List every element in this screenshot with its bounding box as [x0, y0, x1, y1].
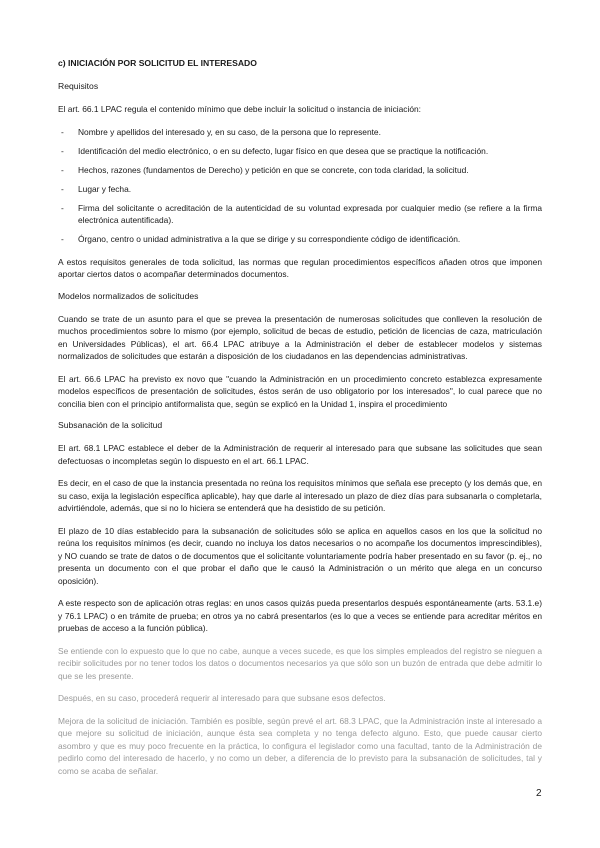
requisitos-list: [58, 126, 542, 246]
requisitos-intro: El art. 66.1 LPAC regula el contenido mínimo que debe incluir la solicitud o instancia de iniciación:: [58, 104, 421, 114]
modelos-heading: Modelos normalizados de solicitudes: [58, 290, 199, 301]
subsanacion-heading: Subsanación de la solicitud: [58, 420, 163, 430]
list-item: - Lugar y fecha.: [58, 183, 542, 196]
modelos-paragraph-1: Cuando se trate de un asunto para el que se prevea la presentación de numerosas solicitudes que conlleven la resolución de muchos procedimientos sobre lo mismo (por ejemplo, solicitud de becas de estudio, petición de licencias de caza, matriculación en Universidades Públicas), el art. 66.4 LPAC atribuye a la Administración el deber de establecer modelos y sistemas normalizados de solicitudes que estarán a disposición de los ciudadanos en las dependencias administrativas.: [58, 313, 542, 361]
subsanacion-paragraph-5: Se entiende con lo expuesto que lo que no cabe, aunque a veces sucede, es que los simples empleados del registro se nieguen a recibir solicitudes por no tener todos los datos o documentos necesarios ya que sólo son un buzón de entrada que debe admitir lo que se les presente.: [58, 645, 542, 681]
requisitos-heading: Requisitos: [58, 81, 99, 91]
document-page: [58, 58, 542, 787]
list-item: - Nombre y apellidos del interesado y, en su caso, de la persona que lo represente.: [58, 126, 542, 139]
subsanacion-paragraph-3: El plazo de 10 días establecido para la subsanación de solicitudes sólo se aplica en aquellos casos en los que la solicitud no reúna los requisitos mínimos (es decir, cuando no incluya los datos necesarios o no acompañe los documentos imprescindibles), y NO cuando se trate de datos o de documentos que el solicitante voluntariamente podría haber presentado en su favor (p. ej., no presenta un documento con el que probar el daño que le causó la Administración o un mérito que alega en un concurso oposición).: [58, 525, 542, 586]
modelos-paragraph-2: El art. 66.6 LPAC ha previsto ex novo que "cuando la Administración en un procedimiento concreto establezca expresamente modelos específicos de presentación de solicitudes, éstos serán de uso obligatorio por los interesados", lo cual parece que no concilia bien con el principio antiformalista que, según se explicó en la Unidad 1, inspira el procedimiento: [58, 373, 542, 409]
list-item: - Órgano, centro o unidad administrativa a la que se dirige y su correspondiente código de identificación.: [58, 233, 542, 246]
subsanacion-paragraph-1: El art. 68.1 LPAC establece el deber de la Administración de requerir al interesado para que subsane las solicitudes que sean defectuosas o incompletas según lo dispuesto en el art. 66.1 LPAC.: [58, 443, 542, 466]
requisitos-closing: A estos requisitos generales de toda solicitud, las normas que regulan procedimientos específicos añaden otros que imponen aportar ciertos datos o acompañar determinados documentos.: [58, 256, 542, 279]
subsanacion-paragraph-6: Después, en su caso, procederá requerir al interesado para que subsane esos defectos.: [58, 693, 386, 703]
list-item: - Hechos, razones (fundamentos de Derecho) y petición en que se concrete, con toda claridad, la solicitud.: [58, 164, 542, 177]
section-title: c) INICIACIÓN POR SOLICITUD EL INTERESADO: [58, 58, 257, 68]
list-item: - Identificación del medio electrónico, o en su defecto, lugar físico en que desea que se practique la notificación.: [58, 145, 542, 158]
mejora-paragraph: Mejora de la solicitud de iniciación. También es posible, según prevé el art. 68.3 LPAC, que la Administración inste al interesado a que mejore su solicitud de iniciación, aunque ésta sea completa y no tenga defecto alguno. Esto, que puede causar cierto asombro y que es muy poco frecuente en la práctica, lo configura el legislador como una facultad, tanto de la Administración de pedirlo como del interesado de hacerlo, y no como un deber, a diferencia de lo previsto para la subsanación de solicitudes, tal y como se acaba de señalar.: [58, 715, 542, 776]
subsanacion-paragraph-4: A este respecto son de aplicación otras reglas: en unos casos quizás pueda presentarlos después espontáneamente (arts. 53.1.e) y 76.1 LPAC) o en trámite de prueba; en otros ya no cabrá presentarlos (es lo que a veces se entiende para acreditar méritos en pruebas de acceso a la función pública).: [58, 598, 542, 633]
list-item: - Firma del solicitante o acreditación de la autenticidad de su voluntad expresada por cualquier medio (se refiere a la firma electrónica autentificada).: [58, 202, 542, 227]
subsanacion-paragraph-2: Es decir, en el caso de que la instancia presentada no reúna los requisitos mínimos que señala ese precepto (y los demás que, en su caso, exija la legislación específica aplicable), hay que darle al interesado un plazo de diez días para subsanarla o completarla, advirtiéndole, además, que si no lo hiciera se entenderá que ha desistido de su petición.: [58, 478, 542, 513]
page-number: 2: [536, 788, 542, 799]
